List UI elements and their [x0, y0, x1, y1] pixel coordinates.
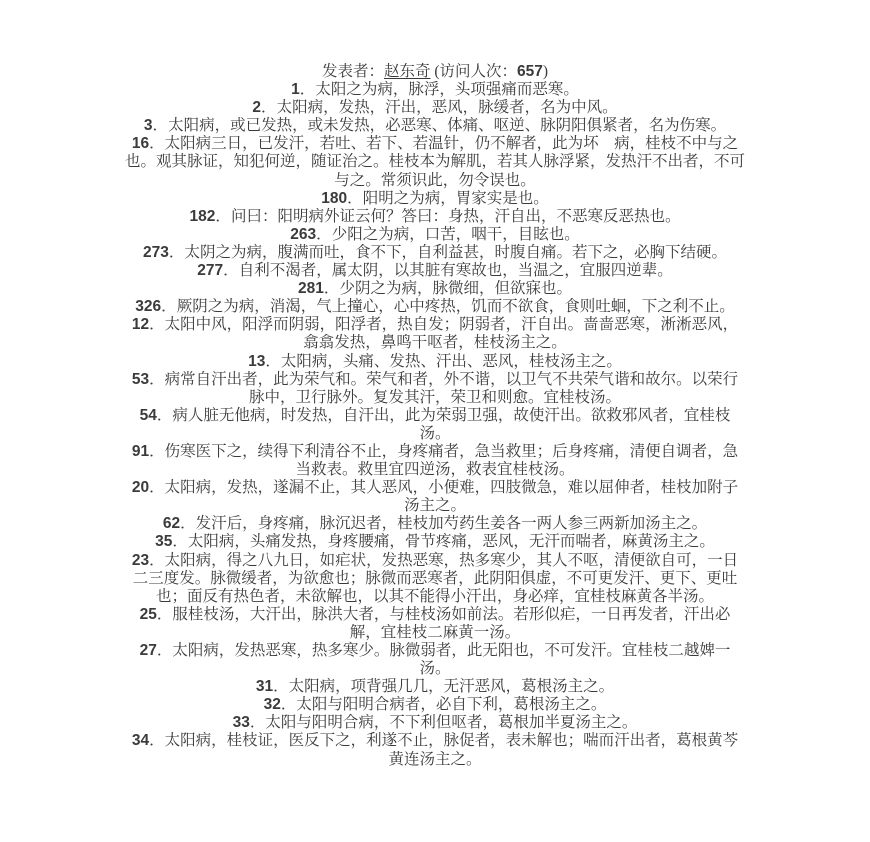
clause-text: 伤寒医下之，续得下利清谷不止，身疼痛者，急当救里；后身疼痛，清便自调者，急当救表。救里宜四逆汤，救表宜桂枝汤。 [164, 442, 739, 479]
clause-number: 35 [155, 533, 173, 551]
clause-text: 少阴之为病，脉微细，但欲寐也。 [339, 280, 572, 298]
clause-number-separator: ． [152, 117, 169, 135]
clause-text: 太阳之为病，脉浮，头项强痛而恶寒。 [315, 81, 579, 99]
clause-number-separator: ． [316, 225, 332, 243]
clause-paragraph [125, 298, 745, 316]
clause-paragraph [125, 81, 745, 99]
clause-number-separator: ． [149, 479, 165, 497]
clause-text: 太阳病，项背强几几，无汗恶风，葛根汤主之。 [288, 678, 615, 696]
document-page [125, 0, 745, 769]
clause-number-separator: ． [172, 533, 188, 551]
clause-number: 281 [298, 280, 324, 298]
post-meta [125, 63, 745, 81]
clause-number-separator: ． [156, 406, 173, 424]
clause-number: 180 [321, 189, 348, 207]
clause-text: 阳明之为病，胃家实是也。 [362, 189, 549, 207]
clause-number-separator: ． [273, 678, 289, 696]
clause-paragraph [125, 208, 745, 226]
clause-text: 太阳病，桂枝证，医反下之，利遂不止，脉促者，表未解也；喘而汗出者，葛根黄芩黄连汤主之。 [164, 732, 739, 768]
clause-number: 326 [135, 298, 162, 316]
clause-text: 太阳病，发热，汗出，恶风，脉缓者，名为中风。 [276, 99, 618, 117]
clause-number: 31 [255, 678, 274, 696]
clause-number-separator: ． [180, 515, 196, 533]
clause-paragraph [125, 642, 745, 678]
clause-number: 32 [263, 696, 281, 714]
clause-number-separator: ． [265, 352, 281, 370]
clause-paragraph [125, 696, 745, 714]
clause-paragraph [125, 678, 745, 696]
poster-name-link[interactable]: 赵东奇 [383, 63, 431, 80]
clause-text: 发汗后，身疼痛，脉沉迟者，桂枝加芍药生姜各一两人参三两新加汤主之。 [195, 515, 708, 533]
clause-paragraph [125, 244, 745, 262]
clause-number: 91 [131, 442, 150, 460]
clause-paragraph [125, 117, 745, 135]
clause-number: 34 [131, 732, 150, 750]
clause-text: 病常自汗出者，此为荣气和。荣气和者，外不谐，以卫气不共荣气谐和故尔。以荣行脉中，卫行脉外。复发其汗，荣卫和则愈。宜桂枝汤。 [164, 370, 739, 406]
clause-paragraph [125, 732, 745, 768]
clause-number-separator: ． [149, 732, 165, 750]
clause-number-separator: ． [156, 605, 173, 623]
clause-paragraph [125, 552, 745, 606]
clause-number-separator: ． [161, 298, 177, 316]
clause-number-separator: ． [299, 81, 316, 99]
visits-prefix: (访问人次： [430, 63, 518, 80]
clause-paragraph [125, 533, 745, 551]
clause-number-separator: ． [149, 551, 165, 569]
clause-number: 23 [131, 551, 150, 569]
clause-number: 16 [131, 135, 150, 153]
clause-text: 太阳病，或已发热，或未发热，必恶寒、体痛、呕逆、脉阴阳俱紧者，名为伤寒。 [168, 117, 727, 135]
clause-paragraph [125, 714, 745, 732]
clause-number: 1 [291, 81, 300, 99]
clause-number: 33 [232, 714, 250, 732]
clause-paragraph [125, 135, 745, 189]
clause-text: 太阳病，头痛、发热、汗出、恶风，桂枝汤主之。 [280, 352, 622, 370]
clause-text: 太阳病，发热，遂漏不止，其人恶风，小便难，四肢微急，难以屈伸者，桂枝加附子汤主之。 [164, 479, 739, 515]
clause-text: 太阳病，得之八九日，如疟状，发热恶寒，热多寒少，其人不呕，清便欲自可，一日二三度发。脉微缓者，为欲愈也；脉微而恶寒者，此阴阳俱虚，不可更发汗、更下、更吐也；面反有热色者，未欲解也，以其不能得小汗出，身必痒，宜桂枝麻黄各半汤。 [132, 551, 739, 605]
clause-number-separator: ． [168, 243, 185, 261]
clause-number-separator: ． [149, 316, 165, 334]
clause-number: 20 [131, 479, 150, 497]
clause-paragraph [125, 443, 745, 479]
clause-number: 277 [197, 262, 224, 280]
clause-paragraph [125, 479, 745, 515]
clause-text: 太阳中风，阳浮而阴弱，阳浮者，热自发；阴弱者，汗自出。啬啬恶寒，淅淅恶风，翕翕发热，鼻鸣干呕者，桂枝汤主之。 [164, 316, 739, 352]
clause-paragraph [125, 99, 745, 117]
clause-number: 3 [143, 117, 153, 135]
clause-number: 273 [143, 243, 169, 261]
clause-paragraph [125, 226, 745, 244]
clause-text: 太阳病，头痛发热，身疼腰痛，骨节疼痛，恶风，无汗而喘者，麻黄汤主之。 [187, 533, 715, 551]
clause-text: 太阳病，发热恶寒，热多寒少。脉微弱者，此无阳也，不可发汗。宜桂枝二越婢一汤。 [172, 642, 731, 678]
clause-paragraph [125, 190, 745, 208]
clause-text: 少阳之为病，口苦，咽干，目眩也。 [331, 225, 580, 243]
clause-number-separator: ． [347, 189, 363, 207]
clause-number-separator: ． [323, 280, 340, 298]
visits-suffix: ) [542, 63, 549, 80]
clause-number-separator: ． [149, 370, 165, 388]
clause-number: 54 [139, 406, 157, 424]
clause-paragraph [125, 262, 745, 280]
clause-number: 12 [131, 316, 150, 334]
clause-number: 2 [252, 99, 262, 117]
clause-number-separator: ． [280, 696, 297, 714]
clause-text: 太阴之为病，腹满而吐，食不下，自利益甚，时腹自痛。若下之，必胸下结硬。 [184, 243, 727, 261]
clause-number: 62 [162, 515, 181, 533]
clause-paragraph [125, 407, 745, 443]
clause-text: 太阳病三日，已发汗，若吐、若下、若温针，仍不解者，此为坏 病，桂枝不中与之也。观其脉证，知犯何逆，随证治之。桂枝本为解肌，若其人脉浮紧，发热汗不出者，不可与之。常须识此，勿令误也。 [125, 135, 746, 189]
clause-paragraph [125, 606, 745, 642]
clause-number-separator: ． [223, 262, 239, 280]
clause-number-separator: ． [149, 135, 165, 153]
clause-number-separator: ． [149, 442, 165, 460]
clause-number-separator: ． [156, 642, 173, 659]
clause-paragraph [125, 280, 745, 298]
clause-number-separator: ． [261, 99, 277, 117]
clauses-list [125, 81, 745, 769]
clause-number: 53 [131, 370, 150, 388]
clause-text: 问曰：阳明病外证云何？答曰：身热，汗自出，不恶寒反恶热也。 [230, 207, 681, 225]
clause-paragraph [125, 316, 745, 352]
clause-text: 太阳与阳明合病，不下利但呕者，葛根加半夏汤主之。 [265, 714, 638, 732]
visits-count: 657 [517, 63, 543, 80]
clause-number: 182 [189, 207, 216, 225]
clause-number-separator: ． [215, 207, 231, 225]
clause-number: 27 [139, 642, 157, 659]
clause-text: 自利不渴者，属太阴，以其脏有寒故也，当温之，宜服四逆辈。 [238, 262, 673, 280]
poster-label: 发表者： [321, 63, 384, 80]
clause-paragraph [125, 371, 745, 407]
clause-number: 263 [290, 225, 317, 243]
clause-number: 25 [139, 605, 157, 623]
clause-number-separator: ． [249, 714, 266, 732]
clause-text: 病人脏无他病，时发热，自汗出，此为荣弱卫强，故使汗出。欲救邪风者，宜桂枝汤。 [172, 406, 731, 442]
clause-text: 太阳与阳明合病者，必自下利，葛根汤主之。 [296, 696, 607, 714]
clause-paragraph [125, 515, 745, 533]
clause-paragraph [125, 353, 745, 371]
clause-text: 服桂枝汤，大汗出，脉洪大者，与桂枝汤如前法。若形似疟，一日再发者，汗出必解，宜桂枝二麻黄一汤。 [172, 605, 731, 641]
clause-number: 13 [248, 352, 266, 370]
clause-text: 厥阴之为病，消渴，气上撞心，心中疼热，饥而不欲食，食则吐蛔，下之利不止。 [176, 298, 735, 316]
